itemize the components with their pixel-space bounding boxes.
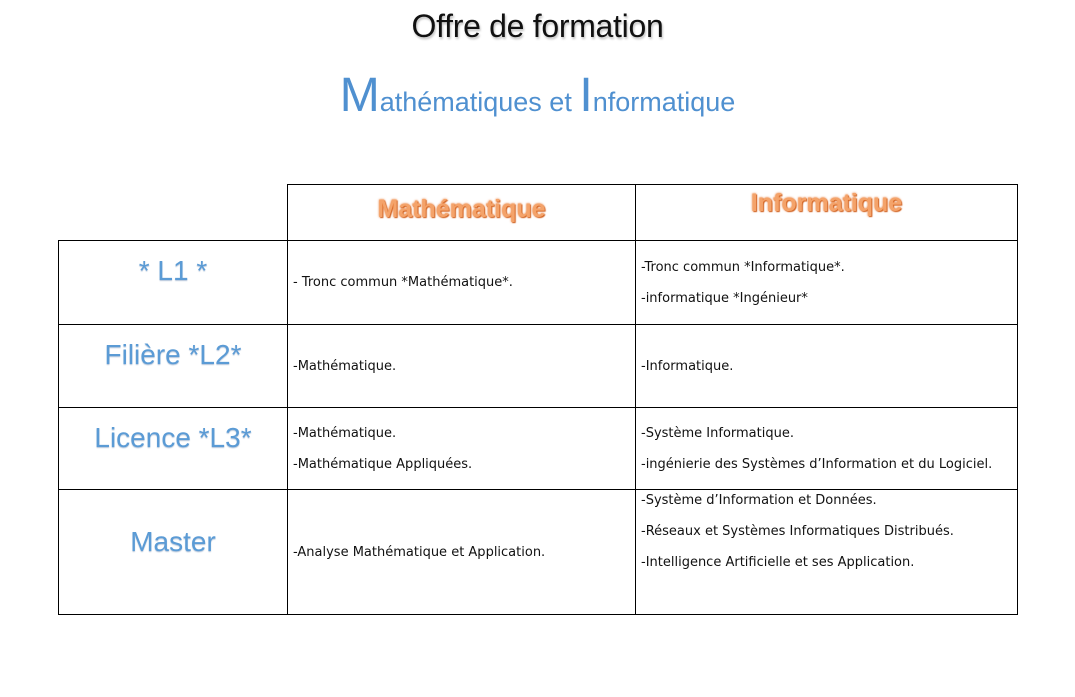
cell-line: -Système d’Information et Données.	[641, 493, 877, 508]
cell-master-info	[636, 490, 1018, 615]
cell-l2-info	[636, 325, 1018, 408]
cell-line: -Réseaux et Systèmes Informatiques Distribués.	[641, 524, 954, 539]
column-header-informatique: Informatique	[636, 185, 1018, 241]
cell-line: -informatique *Ingénieur*	[641, 290, 808, 306]
cell-line: -Tronc commun *Informatique*.	[641, 259, 845, 275]
cell-l3-math	[288, 408, 636, 490]
table-header-row	[59, 185, 1018, 241]
row-header-l2: Filière *L2*	[59, 325, 288, 408]
page-title: Offre de formation	[411, 8, 664, 44]
subtitle-initial-m: M	[339, 69, 380, 122]
cell-line: -Mathématique.	[293, 358, 397, 374]
subtitle-part-1: athématiques et	[379, 87, 580, 117]
cell-l2-math	[288, 325, 636, 408]
cell-l1-info	[636, 241, 1018, 325]
cell-line: -Système Informatique.	[641, 425, 794, 441]
cell-master-math	[288, 490, 636, 615]
row-header-master: Master	[59, 490, 288, 615]
column-header-mathematique: Mathématique	[288, 185, 636, 241]
row-header-l3: Licence *L3*	[59, 408, 288, 490]
page-subtitle	[0, 69, 1075, 122]
cell-l1-math	[288, 241, 636, 325]
cell-l3-info	[636, 408, 1018, 490]
cell-line: - Tronc commun *Mathématique*.	[293, 275, 513, 290]
table-row-l2	[59, 325, 1018, 408]
table-row-l3	[59, 408, 1018, 490]
cell-line: -Mathématique.	[293, 425, 397, 441]
cell-line: -Intelligence Artificielle et ses Application.	[641, 555, 915, 570]
table-row-l1	[59, 241, 1018, 325]
formation-table	[58, 184, 1018, 615]
table-row-master	[59, 490, 1018, 615]
cell-line: -Mathématique Appliquées.	[293, 456, 473, 472]
subtitle-part-2: nformatique	[592, 87, 736, 117]
cell-line: -Informatique.	[641, 358, 734, 374]
subtitle-initial-i: I	[579, 69, 593, 122]
row-header-l1: * L1 *	[59, 241, 288, 325]
cell-line: -ingénierie des Systèmes d’Information et du Logiciel.	[641, 456, 993, 472]
table-corner-cell	[59, 185, 288, 241]
cell-line: -Analyse Mathématique et Application.	[293, 544, 546, 560]
